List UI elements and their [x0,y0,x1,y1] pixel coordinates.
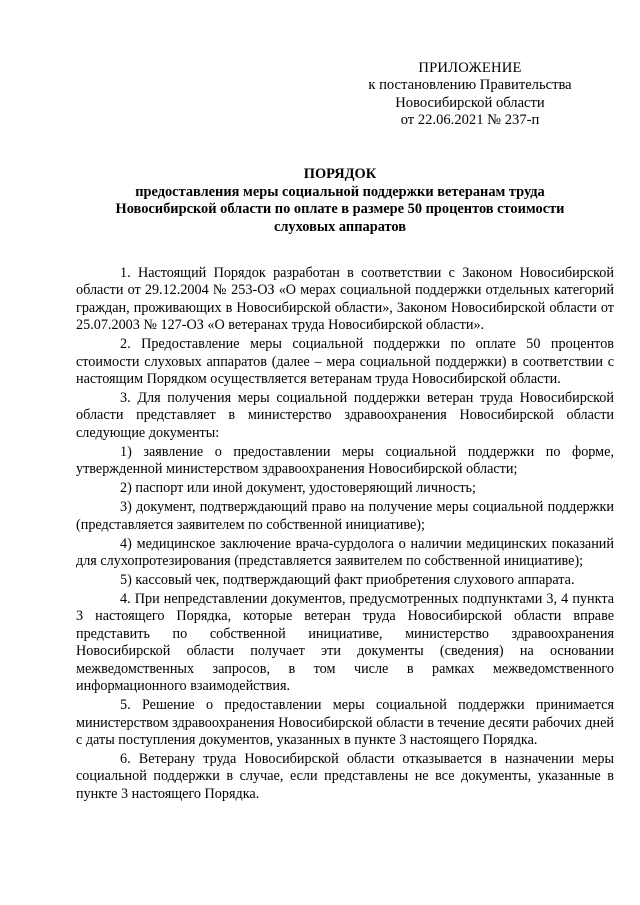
title-line-3: слуховых аппаратов [273,218,407,235]
paragraph-1: 1. Настоящий Порядок разработан в соответствии с Законом Новосибирской области от 29.12.2004 № 253-ОЗ «О мерах социальной поддержки отдельных категорий граждан, проживающих в Новосибирской области», Законом Новосибирской области от 25.07.2003 № 127-ОЗ «О ветеранах труда Новосибирской области». [76,265,614,334]
appendix-region: Новосибирской области [395,94,545,111]
list-item-3: 3) документ, подтверждающий право на получение меры социальной поддержки (представляется заявителем по собственной инициативе); [76,499,614,533]
document-title [95,166,585,236]
appendix-heading: ПРИЛОЖЕНИЕ [418,60,522,76]
paragraph-4: 4. При непредставлении документов, предусмотренных подпунктами 3, 4 пункта 3 настоящего Порядка, которые ветеран труда Новосибирской области вправе представить по собственной инициативе, министерство здравоохранения Новосибирской области получает эти документы (сведения) на основании межведомственных запросов, в том числе в рамках межведомственного информационного взаимодействия. [76,591,614,695]
appendix-reference: к постановлению Правительства [368,77,572,94]
title-line-2: Новосибирской области по оплате в размере 50 процентов стоимости [115,201,565,218]
list-item-1: 1) заявление о предоставлении меры социальной поддержки по форме, утвержденной министерством здравоохранения Новосибирской области; [76,443,614,478]
paragraph-5: 5. Решение о предоставлении меры социальной поддержки принимается министерством здравоохранения Новосибирской области в течение десяти рабочих дней с даты поступления документов, указанных в пункте 3 настоящего Порядка. [76,697,614,748]
paragraph-6: 6. Ветерану труда Новосибирской области отказывается в назначении меры социальной поддержки в случае, если представлены не все документы, указанные в пункте 3 настоящего Порядка. [76,750,614,802]
paragraph-3: 3. Для получения меры социальной поддержки ветеран труда Новосибирской области представляет в министерство здравоохранения Новосибирской области следующие документы: [76,390,614,441]
appendix-block [360,60,580,130]
paragraph-2: 2. Предоставление меры социальной поддержки по оплате 50 процентов стоимости слуховых аппаратов (далее – мера социальной поддержки) в соответствии с настоящим Порядком осуществляется ветеранам труда Новосибирской области. [76,336,614,388]
document-body [76,265,614,805]
title-line-1: предоставления меры социальной поддержки ветеранам труда [135,183,545,200]
list-item-4: 4) медицинское заключение врача-сурдолога о наличии медицинских показаний для слухопротезирования (представляется заявителем по собственной инициативе); [76,535,614,570]
title-heading: ПОРЯДОК [303,166,377,182]
list-item-2: 2) паспорт или иной документ, удостоверяющий личность; [120,480,476,497]
appendix-date-number: от 22.06.2021 № 237-п [400,112,540,129]
list-item-5: 5) кассовый чек, подтверждающий факт приобретения слухового аппарата. [120,572,575,589]
